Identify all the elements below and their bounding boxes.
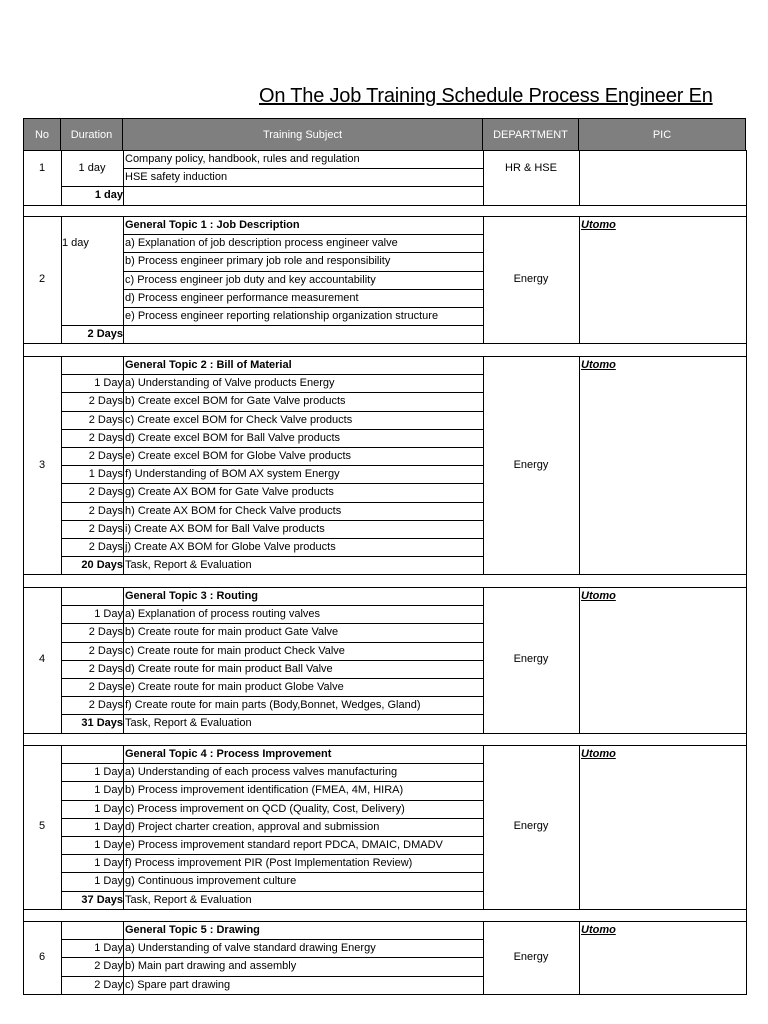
total-duration: 2 Days — [87, 328, 123, 341]
grid-line — [746, 574, 747, 587]
grid-line — [23, 205, 747, 206]
header-department: DEPARTMENT — [483, 118, 579, 150]
training-item: f) Understanding of BOM AX system Energy — [125, 468, 340, 481]
section-number: 5 — [38, 820, 46, 832]
training-item: g) Create AX BOM for Gate Valve products — [125, 486, 334, 499]
grid-line — [579, 921, 580, 994]
grid-line — [579, 356, 580, 574]
grid-line — [23, 574, 747, 575]
duration-cell: 1 Day — [94, 784, 123, 797]
total-subject: Task, Report & Evaluation — [125, 559, 252, 572]
grid-line — [746, 343, 747, 356]
duration-cell: 2 Days — [88, 431, 123, 444]
total-subject: Task, Report & Evaluation — [125, 893, 252, 906]
header-duration: Duration — [61, 118, 123, 150]
duration-cell: 2 Days — [88, 644, 123, 657]
training-item: Company policy, handbook, rules and regulation — [125, 153, 360, 165]
grid-line — [746, 150, 747, 205]
document-title: On The Job Training Schedule Process Engineer En — [259, 85, 713, 107]
section-number: 4 — [38, 653, 46, 665]
grid-line — [23, 909, 747, 910]
training-item: e) Create route for main product Globe Valve — [125, 681, 344, 693]
training-item: g) Continuous improvement culture — [125, 875, 297, 888]
grid-line — [23, 343, 24, 356]
duration-cell: 1 Day — [94, 608, 123, 621]
grid-line — [746, 909, 747, 921]
section-number: 6 — [38, 951, 46, 963]
training-item: j) Create AX BOM for Globe Valve products — [125, 541, 336, 553]
duration-cell: 1 Day — [94, 802, 123, 815]
department-cell: Energy — [513, 653, 549, 665]
duration-cell: 1 Day — [94, 839, 123, 851]
grid-line — [579, 216, 580, 343]
header-pic: PIC — [579, 118, 746, 150]
training-item: f) Create route for main parts (Body,Bonnet, Wedges, Gland) — [125, 699, 421, 712]
training-item: a) Explanation of process routing valves — [125, 608, 321, 621]
grid-line — [746, 921, 747, 994]
pic-name: Utomo — [581, 748, 616, 760]
training-item: d) Create route for main product Ball Valve — [125, 662, 333, 675]
duration-cell: 2 Day — [94, 978, 123, 991]
pic-name: Utomo — [581, 590, 616, 602]
topic-heading: General Topic 5 : Drawing — [125, 924, 260, 936]
duration-cell: 2 Days — [88, 699, 123, 712]
training-item: b) Main part drawing and assembly — [125, 960, 297, 973]
grid-line — [23, 343, 747, 344]
topic-heading: General Topic 1 : Job Description — [125, 219, 300, 231]
training-item: e) Process improvement standard report PDCA, DMAIC, DMADV — [125, 839, 443, 851]
grid-line — [23, 733, 24, 745]
training-item: HSE safety induction — [125, 171, 228, 184]
duration-cell: 2 Day — [94, 960, 123, 973]
training-item: a) Understanding of each process valves manufacturing — [125, 766, 398, 779]
training-item: b) Create excel BOM for Gate Valve products — [125, 395, 346, 408]
total-duration: 1 day — [94, 189, 123, 202]
training-item: f) Process improvement PIR (Post Implementation Review) — [125, 857, 413, 870]
department-cell: HR & HSE — [505, 162, 557, 174]
header-training-subject: Training Subject — [123, 118, 483, 150]
grid-line — [746, 356, 747, 574]
duration-cell: 2 Days — [88, 504, 123, 517]
total-duration: 31 Days — [81, 717, 123, 730]
department-cell: Energy — [513, 951, 549, 963]
training-item: c) Process improvement on QCD (Quality, Cost, Delivery) — [125, 802, 405, 815]
section-number: 3 — [38, 459, 46, 471]
grid-line — [746, 205, 747, 216]
duration-cell: 1 Day — [94, 857, 123, 870]
duration-cell: 2 Days — [88, 413, 123, 426]
training-item: h) Create AX BOM for Check Valve products — [125, 504, 342, 517]
duration-cell: 2 Days — [88, 681, 123, 693]
total-duration: 37 Days — [81, 893, 123, 906]
grid-line — [746, 587, 747, 733]
grid-line — [746, 216, 747, 343]
grid-line — [23, 909, 24, 921]
training-item: c) Create excel BOM for Check Valve products — [125, 413, 353, 426]
section-number: 2 — [38, 273, 46, 285]
grid-line — [579, 150, 580, 205]
total-subject: Task, Report & Evaluation — [125, 717, 252, 730]
total-subject — [123, 325, 485, 343]
training-item: a) Understanding of Valve products Energy — [125, 377, 335, 390]
training-item: d) Process engineer performance measurement — [125, 291, 359, 304]
duration-cell: 1 Day — [94, 377, 123, 390]
duration-cell: 1 Days — [88, 468, 123, 481]
duration-cell: 2 Days — [88, 450, 123, 462]
duration-cell: 1 Day — [94, 766, 123, 779]
duration-cell: 2 Days — [88, 626, 123, 639]
grid-line — [579, 745, 580, 909]
department-cell: Energy — [513, 273, 549, 285]
training-item: a) Understanding of valve standard drawing Energy — [125, 942, 376, 955]
grid-line — [23, 994, 747, 995]
pic-name: Utomo — [581, 359, 616, 371]
training-item: b) Process improvement identification (FMEA, 4M, HIRA) — [125, 784, 404, 797]
duration-cell: 2 Days — [88, 486, 123, 499]
grid-line — [579, 587, 580, 733]
duration-cell: 1 Day — [94, 942, 123, 955]
pic-name: Utomo — [581, 219, 616, 231]
duration-cell: 1 day — [78, 162, 106, 174]
training-item: e) Create excel BOM for Globe Valve products — [125, 450, 352, 462]
grid-line — [23, 733, 747, 734]
grid-line — [746, 745, 747, 909]
grid-line — [746, 733, 747, 745]
topic-heading: General Topic 2 : Bill of Material — [125, 359, 292, 371]
topic-heading: General Topic 4 : Process Improvement — [125, 748, 332, 760]
duration-cell: 1 Day — [94, 820, 123, 833]
grid-line — [23, 205, 24, 216]
training-item: d) Create excel BOM for Ball Valve products — [125, 431, 340, 444]
training-item: c) Create route for main product Check Valve — [125, 644, 345, 657]
training-item: e) Process engineer reporting relationship organization structure — [125, 310, 439, 322]
total-subject — [123, 186, 485, 204]
duration-cell: 2 Days — [88, 541, 123, 553]
duration-cell: 2 Days — [88, 522, 123, 535]
training-item: b) Create route for main product Gate Valve — [125, 626, 339, 639]
duration-cell: 2 Days — [88, 395, 123, 408]
total-duration: 20 Days — [81, 559, 123, 572]
header-no: No — [23, 118, 61, 150]
training-item: c) Process engineer job duty and key accountability — [125, 273, 376, 286]
duration-cell: 1 Day — [94, 875, 123, 888]
grid-line — [23, 574, 24, 587]
training-item: b) Process engineer primary job role and responsibility — [125, 255, 391, 268]
training-item: c) Spare part drawing — [125, 978, 231, 991]
department-cell: Energy — [513, 459, 549, 471]
pic-name: Utomo — [581, 924, 616, 936]
training-item: i) Create AX BOM for Ball Valve products — [125, 522, 325, 535]
duration-cell: 2 Days — [88, 662, 123, 675]
department-cell: Energy — [513, 820, 549, 832]
section-number: 1 — [38, 162, 46, 174]
training-item: a) Explanation of job description process engineer valve — [125, 237, 398, 250]
duration-cell: 1 day — [62, 237, 89, 250]
training-item: d) Project charter creation, approval and submission — [125, 820, 380, 833]
topic-heading: General Topic 3 : Routing — [125, 590, 259, 602]
